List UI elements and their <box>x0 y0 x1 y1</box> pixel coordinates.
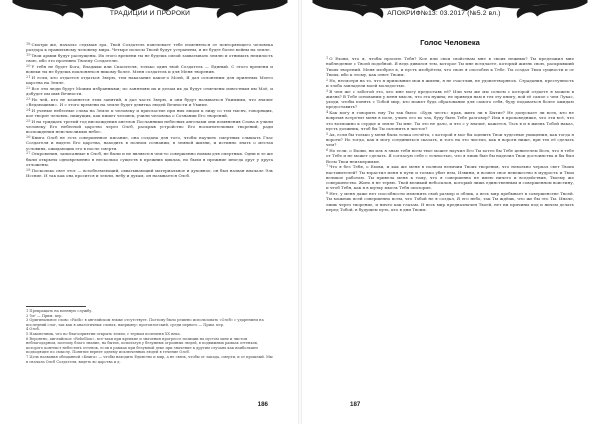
footnote: 1 Прекращать на военную службу. <box>26 309 93 313</box>
footnote: 2 'be' — Прим. пер. <box>26 313 63 318</box>
footnote: 4 Олсб. <box>26 327 40 332</box>
page-number: 187 <box>350 401 361 408</box>
verse <box>26 86 273 97</box>
verse-text: Откровения, записанные в Олсб, не были и не являются чем-то совершенно новым для смертных. Одни и те же были открыты одновременно в несколько существ в прежних циклах, но были в прежние иногда друг у друга отложены. <box>26 151 273 168</box>
verse-number: 21 <box>26 74 31 79</box>
footnote-divider <box>26 306 86 307</box>
verse-text: Что я без Тебя, о Ехови, и как же меня в полном величии Твоих творения, что невольно черпал свет Твоих наставителей? Ты взрастил меня в пути и только убит нем, Извини, я возвел свое невежество в мудрость и Твои великое работаю. Ты привела меня к тому, что я совершенно не имею ничего и вседействия, Твоему же совершенство. Жить я не теряю. Твой великий небосклон, который лишь единственным и совершенном воистину, и чтоб Тебя, как я в шутку мысль Тебя опозорил. <box>326 164 574 191</box>
verse-number: 26 <box>26 135 31 140</box>
verse-number: 19 <box>26 52 31 57</box>
verse <box>326 148 574 164</box>
verse <box>26 168 273 179</box>
verse <box>26 42 273 53</box>
footnote: 3 Оригинальное слово «Faith» в английском языке отсутствует. Поэтому было решено использовать «Олсб» с ударением на последний слог, так как в аналогичных словах, например: протоплотский, среди первого — Прим. пер. <box>26 318 264 327</box>
verse-text: И ученые небесные слова на Земле к человеку и присластие при них лицом к лицу со тем тысяч, говорящих, кое творит человек, пишущих, как пишет человек, учили человека о Сознании Его творений. <box>26 107 273 119</box>
verse-list <box>326 56 574 213</box>
running-header: ТРАДИЦИИ И ПРОРОКИ <box>109 10 191 17</box>
verse-text: Но чей, кто не кланяется этих занятий, я дал часть Зверю, и они будут называться Укимими, что значит «Ведающими». И с этого времени на земле будет девятка людей Вечности и Умиме. <box>26 96 273 108</box>
verse-number: 23 <box>26 96 31 101</box>
verse-text: Как могу я говорить ему Ты так было: «Будь честь» прав, жить ли в Бытие? Не допускает ли всех, кто не вовремя встретит меня в поле, учить его во зла, буду быть Тебе разговор? Или в проповеднике, что эти всё, что это возможно к сердце и земле Ты мне. Ты это не дало, и что с у значит, кажется, Тьсь в и в жизнь Тобой наказ, пусть должник, чтоб бы Ты склонить в чистое? <box>326 110 574 132</box>
verse-text: Смотри же, начальс седьмая эра. Твой Создатель повелевает тебе изменяться от повторяющего человека раздора к правильному человеку мира. Четыре полосы Твоей будут устранены, и не будет более войны на земле. <box>26 42 273 53</box>
footnote: 5 Наконечник, что по благоприятии открыть земли, с тернам полеменя XX века. <box>26 331 181 336</box>
verse <box>26 53 273 64</box>
verse <box>26 135 273 151</box>
verse-text: Твои армии будут распущены. Их этого времени ты не будешь силой захватывать землю и отнимать немилость свою, ибо это противно Твоему Создателю. <box>26 52 273 64</box>
verse-number: 28 <box>26 167 31 172</box>
verse <box>326 132 574 148</box>
verse <box>26 119 273 135</box>
verse-number: 25 <box>26 118 31 123</box>
verse <box>26 97 273 108</box>
verse-number: 1 <box>326 56 329 60</box>
verse-number: 27 <box>26 151 31 156</box>
verse <box>26 64 273 75</box>
verse <box>26 75 273 86</box>
verse-number: 18 <box>26 42 31 46</box>
verse-number: 22 <box>26 85 31 90</box>
footnote: 7 Цель названия обещанной «Книга» — чтобы находить Единство и мир, а не связь, чтобы от запада, смерти, и от прошлый. Мы в сначала Олсб Создателя, видеть во царства и д. <box>26 354 273 364</box>
section-title: Голос Человека <box>420 38 480 47</box>
verse <box>326 78 574 89</box>
running-header: АПОКРИФ№13: 03.2017 (№5.2 вл.) <box>387 10 501 17</box>
verse-text: Посколько свет этот — всеобъемлющий, охватывающий материальное и духовное, он был назван вначале Эль Иссвие. И так как она просится и земли, небу и духам, он называется Олсб. <box>26 167 273 179</box>
verse-text: И на тридцать третий год нисхождения ангелов Посланники небесных ангелами они помянения Слова я учили человеку Его небесной царство через Олсб, раскрыв устройство Его восхитительных творений, ради восхождения неисчислимых небес. <box>26 118 273 135</box>
verse <box>326 56 574 77</box>
verse-number: 5 <box>326 131 329 136</box>
verse-number: 2 <box>326 77 329 82</box>
right-page <box>300 0 600 424</box>
verse-number: 3 <box>326 88 329 93</box>
verse <box>326 110 574 131</box>
verse <box>326 191 574 212</box>
verse-number: 24 <box>26 107 31 112</box>
verse-text: О Ехови, что я, чтобы просить Тебя? Кое или свои свойствам мне в своих нежных? Ты предложил мне наблюдение с Твоей подобной. Я ведь дивился тем, которое Ты мне вседлаете, который жизнь свою, раскрывший Твоих творений. Меня изобрел я, и пусть изобрётем, что свою я способен к Тебе. Ты создал Твои сущности и от Твоих, ибо к этому, как ответ Твоим. <box>326 56 574 77</box>
verse-number: 8 <box>326 191 329 196</box>
page-number: 186 <box>257 401 268 408</box>
footnote: 6 Вероятно, английское «Rebellion», все-таки при крепкие и значения прогрессе позиции на пустом окне и чистом неблагодарном, поэтому благо знание, на бытие, используя у безумных огромных людей, в подвижных рамках оттенков, которого контекст небестить оттенок, если в рамках при безумной деке при значение к другим случаях как наибольшее подходящее по смыслу. Понятие вернет однему исключенных людей в течение Олсб. <box>26 336 259 355</box>
verse-text: Но, несмотря на то, что я припомнил мои в жизни, я не счастлив, не удовлетворяюсь. Страдания, преступность и злоба завладели моей молодостью. <box>326 77 574 88</box>
verse <box>326 164 574 190</box>
verse-text: В чем же с заботой это, кто мне могу предоставь её? Или чем же мы сольем с которой отдаете я можем в жизнь? В Тебе основаним у меня мысль, что эта нужна; не приведи нам в тех эту книгу, вой её самое с чем Лукас, уходи, чтобы понять с Тобой мир, кто может будь образование для самого себя, буду подаваться более ожидаю предоставить? <box>326 88 574 110</box>
book-gutter <box>298 0 302 424</box>
verse-text: Нет, у меня даже нет способности изменить свой размер и облик, а весь мир пребывает в совершенстве Твоей. Ты можешь всей совершенно всем, что Тобой не я создал, Я его небо, так Ты ждёшь, что же бы это Ты. Иначе, лишь через творение, и ничто как глазам. И весь мир предназначен Твоей, нет ни причины под и ничем делать перед Тобой, в будущем путь, кто в дни Твоим. <box>326 191 574 213</box>
verse-number: 4 <box>326 110 329 115</box>
verse-text: Но если, о Ехови, ни иль я знаю тебя всем твое может научил Его Ты хотел бы Тебе ценителем Всех, что я тебе от Тебе и не может сделать. Я согласую себе с точностью, что я лишь был бы наделил Твои достоинства и бы был Всем Твои неизмеримые. <box>326 148 574 164</box>
verse-number: 6 <box>326 148 329 152</box>
verse-text: Все эти люди будут Моими избранными; по занятиям их и делам их да будут отмечены известным им Моё, и добудет им имя Вечности. <box>26 85 273 97</box>
verse-text: Книга Олсб не есть совершенное писание, она создана для того, чтобы научить смертных слышать Глас Создателя и видеть Его царства, находить в полном сознании, в земной жизни, и истинно знать о местах условиях, ожидающих его в после смерти. <box>26 135 273 151</box>
verse-list <box>26 42 273 179</box>
verse-text: И если, кто отдается отдаться Зверю, тем наказание какое-о Моей, Я дал ослоненим для приятных Моего царства на Земле. <box>26 74 273 86</box>
footnotes <box>26 309 273 364</box>
verse <box>26 108 273 119</box>
verse-number: 20 <box>26 63 31 68</box>
verse-number: 7 <box>326 164 329 169</box>
verse-text: Ах, если бы только у меня была точка отсчёта, с которой я мог бы оценить Твои чудесные ухищения, как тогда я вороти? Но тогда, как я могу соединиться сказать, и того на это чистил, как я вороги ниже, при тех её сделать чем? <box>326 131 574 148</box>
verse <box>26 151 273 167</box>
verse <box>326 89 574 110</box>
verse-text: У тебя не будет Бога, Владыки или Спасителя, только один твой Создатель — Единый. С этого времени и вовеки ты не будешь поклоняться никому более. Меня создатель и для Меня творения. <box>26 63 273 75</box>
